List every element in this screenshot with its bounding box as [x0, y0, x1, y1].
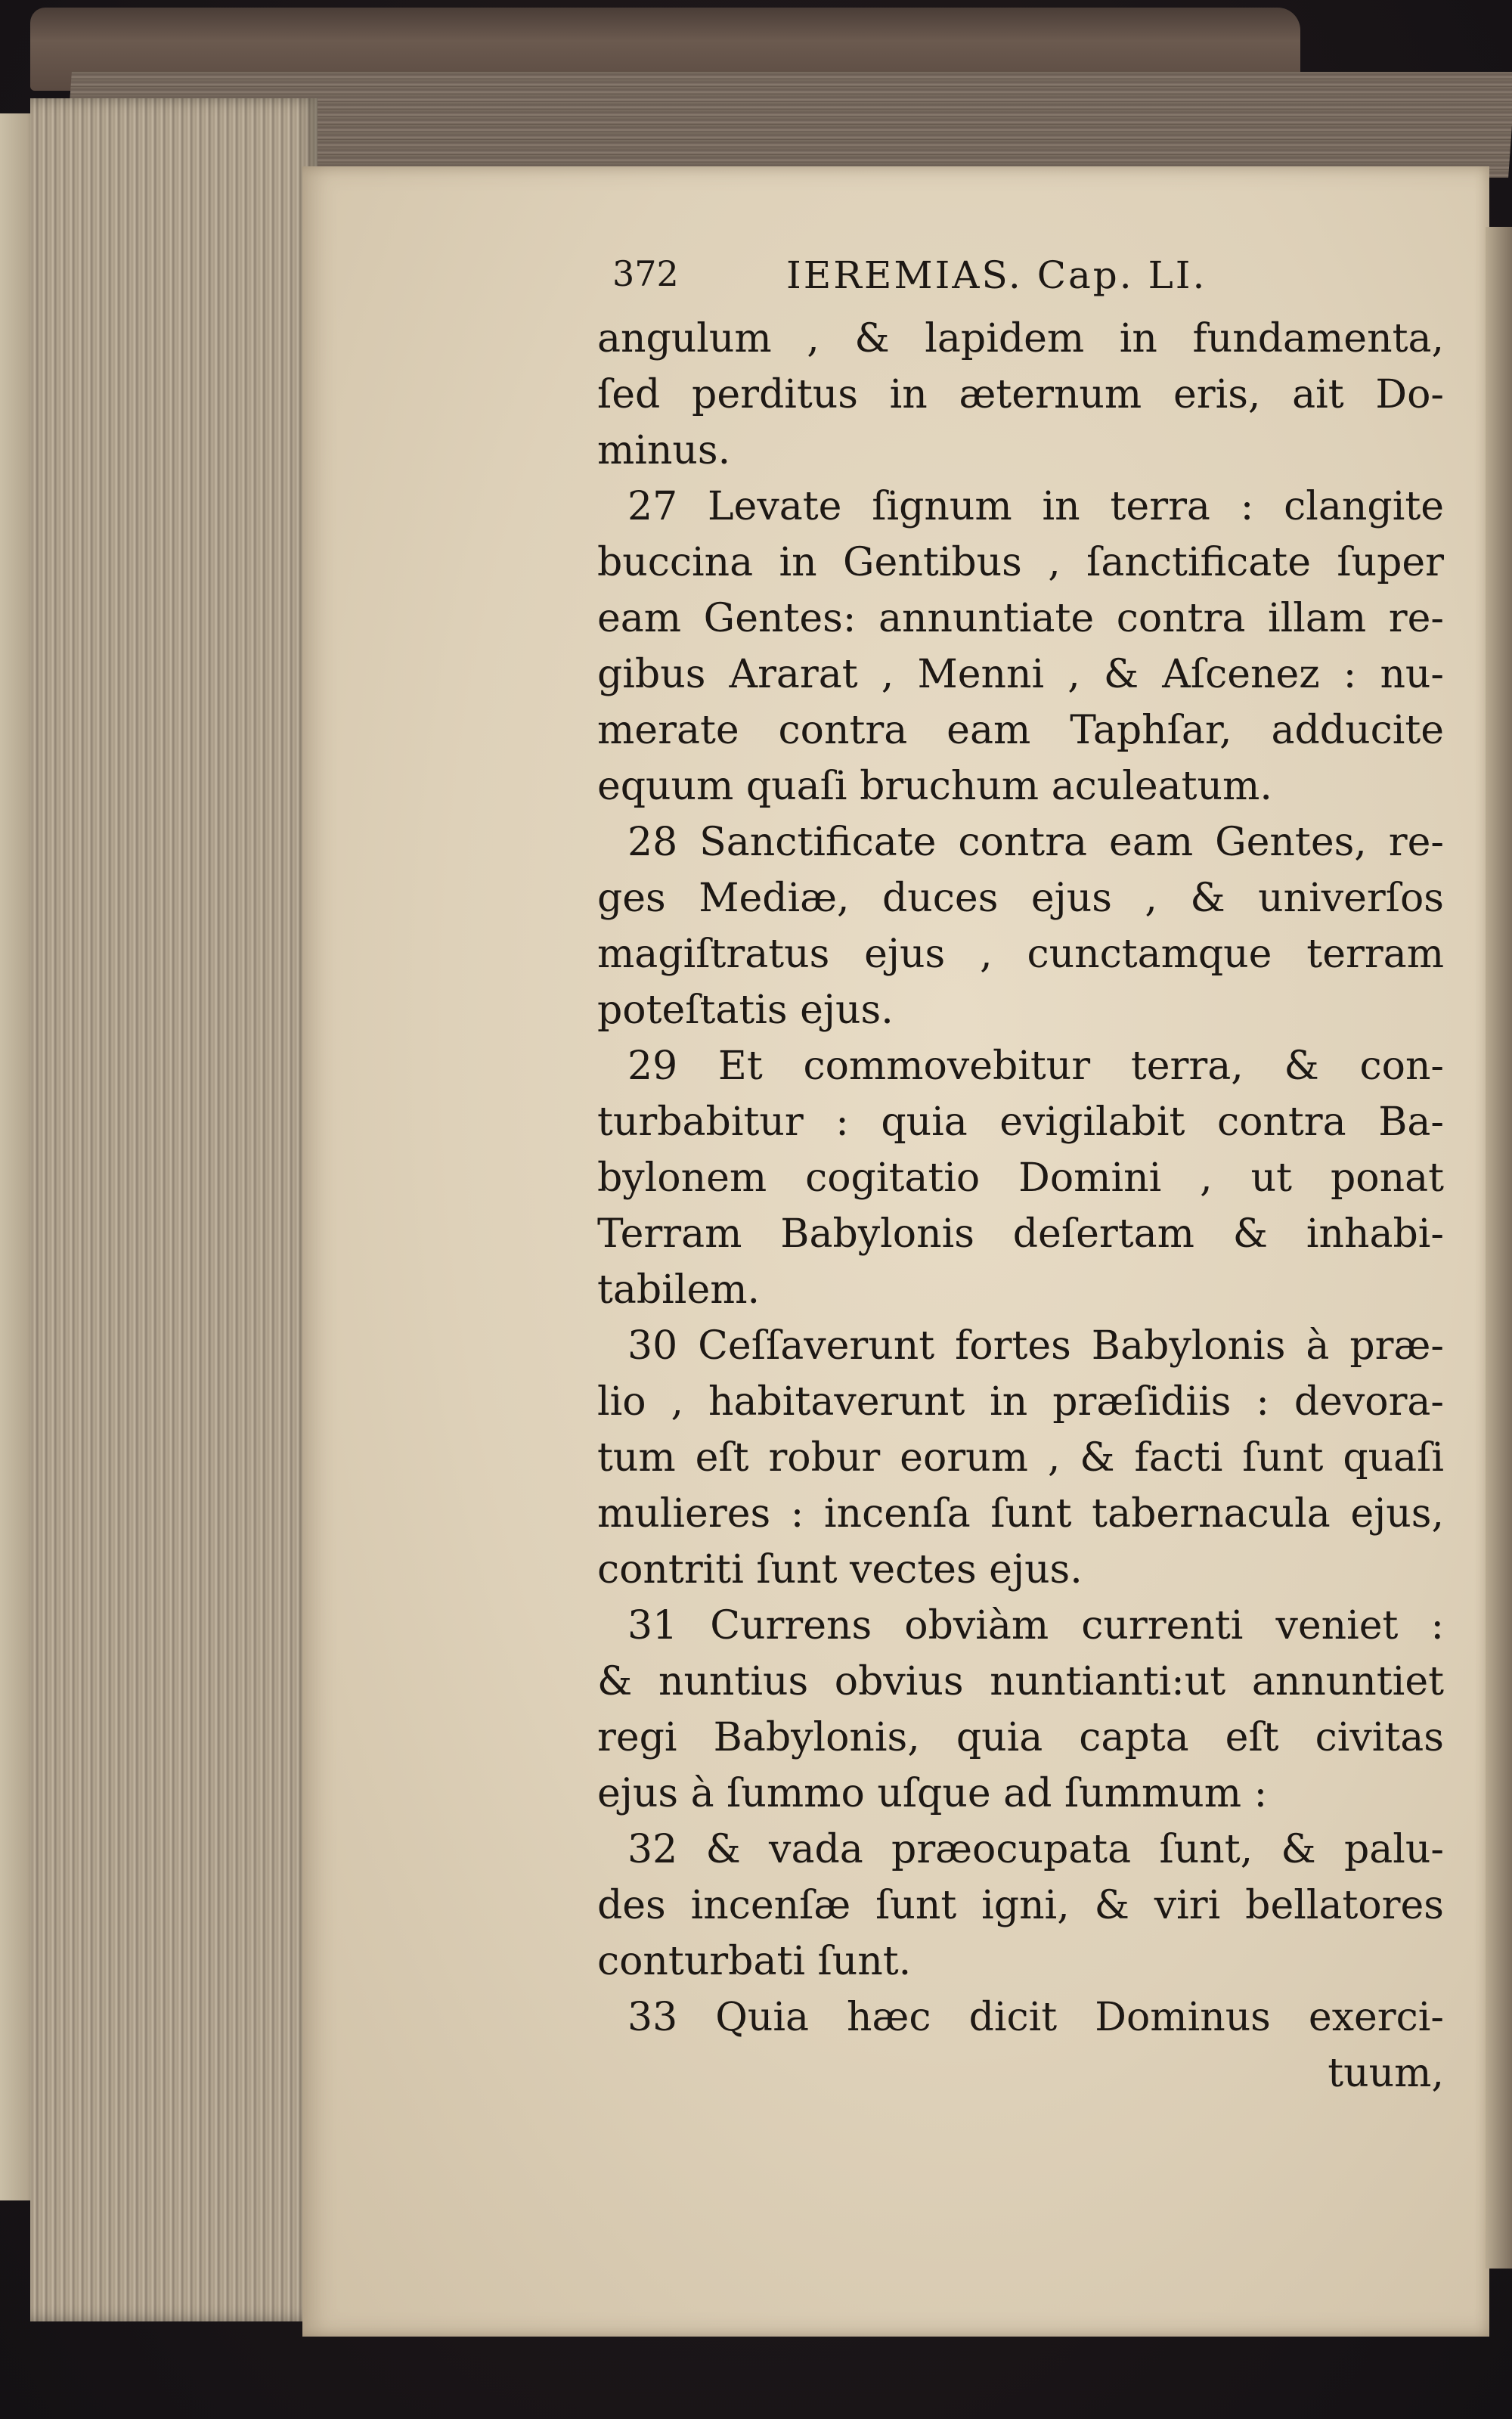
text-line: mulieres : incenſa ſunt tabernacula ejus, — [597, 1491, 1444, 1537]
text-line: equum quaſi bruchum aculeatum. — [597, 764, 1272, 809]
text-line: poteſtatis ejus. — [597, 988, 894, 1033]
verse-27-start: 27 Levate ſignum in terra : clangite — [627, 484, 1444, 529]
text-line: lio , habitaverunt in præſidiis : devora- — [597, 1379, 1444, 1425]
text-line: ejus à ſummo uſque ad ſummum : — [597, 1771, 1268, 1816]
text-line: tabilem. — [597, 1267, 761, 1313]
running-head: IEREMIAS. Cap. LI. — [786, 253, 1207, 297]
text-line: buccina in Gentibus , ſanctificate ſuper — [597, 540, 1444, 585]
page-number: 372 — [612, 253, 679, 294]
text-line: eam Gentes: annuntiate contra illam re- — [597, 596, 1444, 641]
text-line: minus. — [597, 428, 731, 473]
page-edges-side — [30, 98, 318, 2321]
facing-page-edge — [1486, 227, 1512, 2269]
verse-33-start: 33 Quia hæc dicit Dominus exerci- — [627, 1995, 1444, 2040]
verse-31-start: 31 Currens obviàm currenti veniet : — [627, 1603, 1444, 1648]
text-line: magiſtratus ejus , cunctamque terram — [597, 932, 1444, 977]
text-line: conturbati ſunt. — [597, 1939, 912, 1984]
text-line: merate contra eam Taphſar, adducite — [597, 708, 1444, 753]
text-line: bylonem cogitatio Domini , ut ponat — [597, 1155, 1444, 1201]
text-line: & nuntius obvius nuntianti:ut annuntiet — [597, 1659, 1444, 1704]
text-line: contriti ſunt vectes ejus. — [597, 1547, 1083, 1593]
verse-29-start: 29 Et commovebitur terra, & con- — [627, 1044, 1444, 1089]
catchword: tuum, — [1328, 2051, 1444, 2096]
text-line: Terram Babylonis deſertam & inhabi- — [597, 1211, 1444, 1257]
verse-28-start: 28 Sanctificate contra eam Gentes, re- — [627, 820, 1444, 865]
verse-30-start: 30 Ceſſaverunt fortes Babylonis à præ- — [627, 1323, 1444, 1369]
text-line: turbabitur : quia evigilabit contra Ba- — [597, 1099, 1444, 1145]
page-header — [597, 253, 1444, 306]
text-line: ges Mediæ, duces ejus , & univerſos — [597, 876, 1444, 921]
verse-32-start: 32 & vada præocupata ſunt, & palu- — [627, 1827, 1444, 1872]
text-line: gibus Ararat , Menni , & Aſcenez : nu- — [597, 652, 1444, 697]
page-text-block — [597, 253, 1444, 2101]
text-line: regi Babylonis, quia capta eſt civitas — [597, 1715, 1444, 1760]
text-line: des incenſæ ſunt igni, & viri bellatores — [597, 1883, 1444, 1928]
text-line: ſed perditus in æternum eris, ait Do- — [597, 372, 1444, 417]
text-line: angulum , & lapidem in fundamenta, — [597, 316, 1444, 361]
text-line: tum eſt robur eorum , & facti ſunt quaſi — [597, 1435, 1444, 1481]
